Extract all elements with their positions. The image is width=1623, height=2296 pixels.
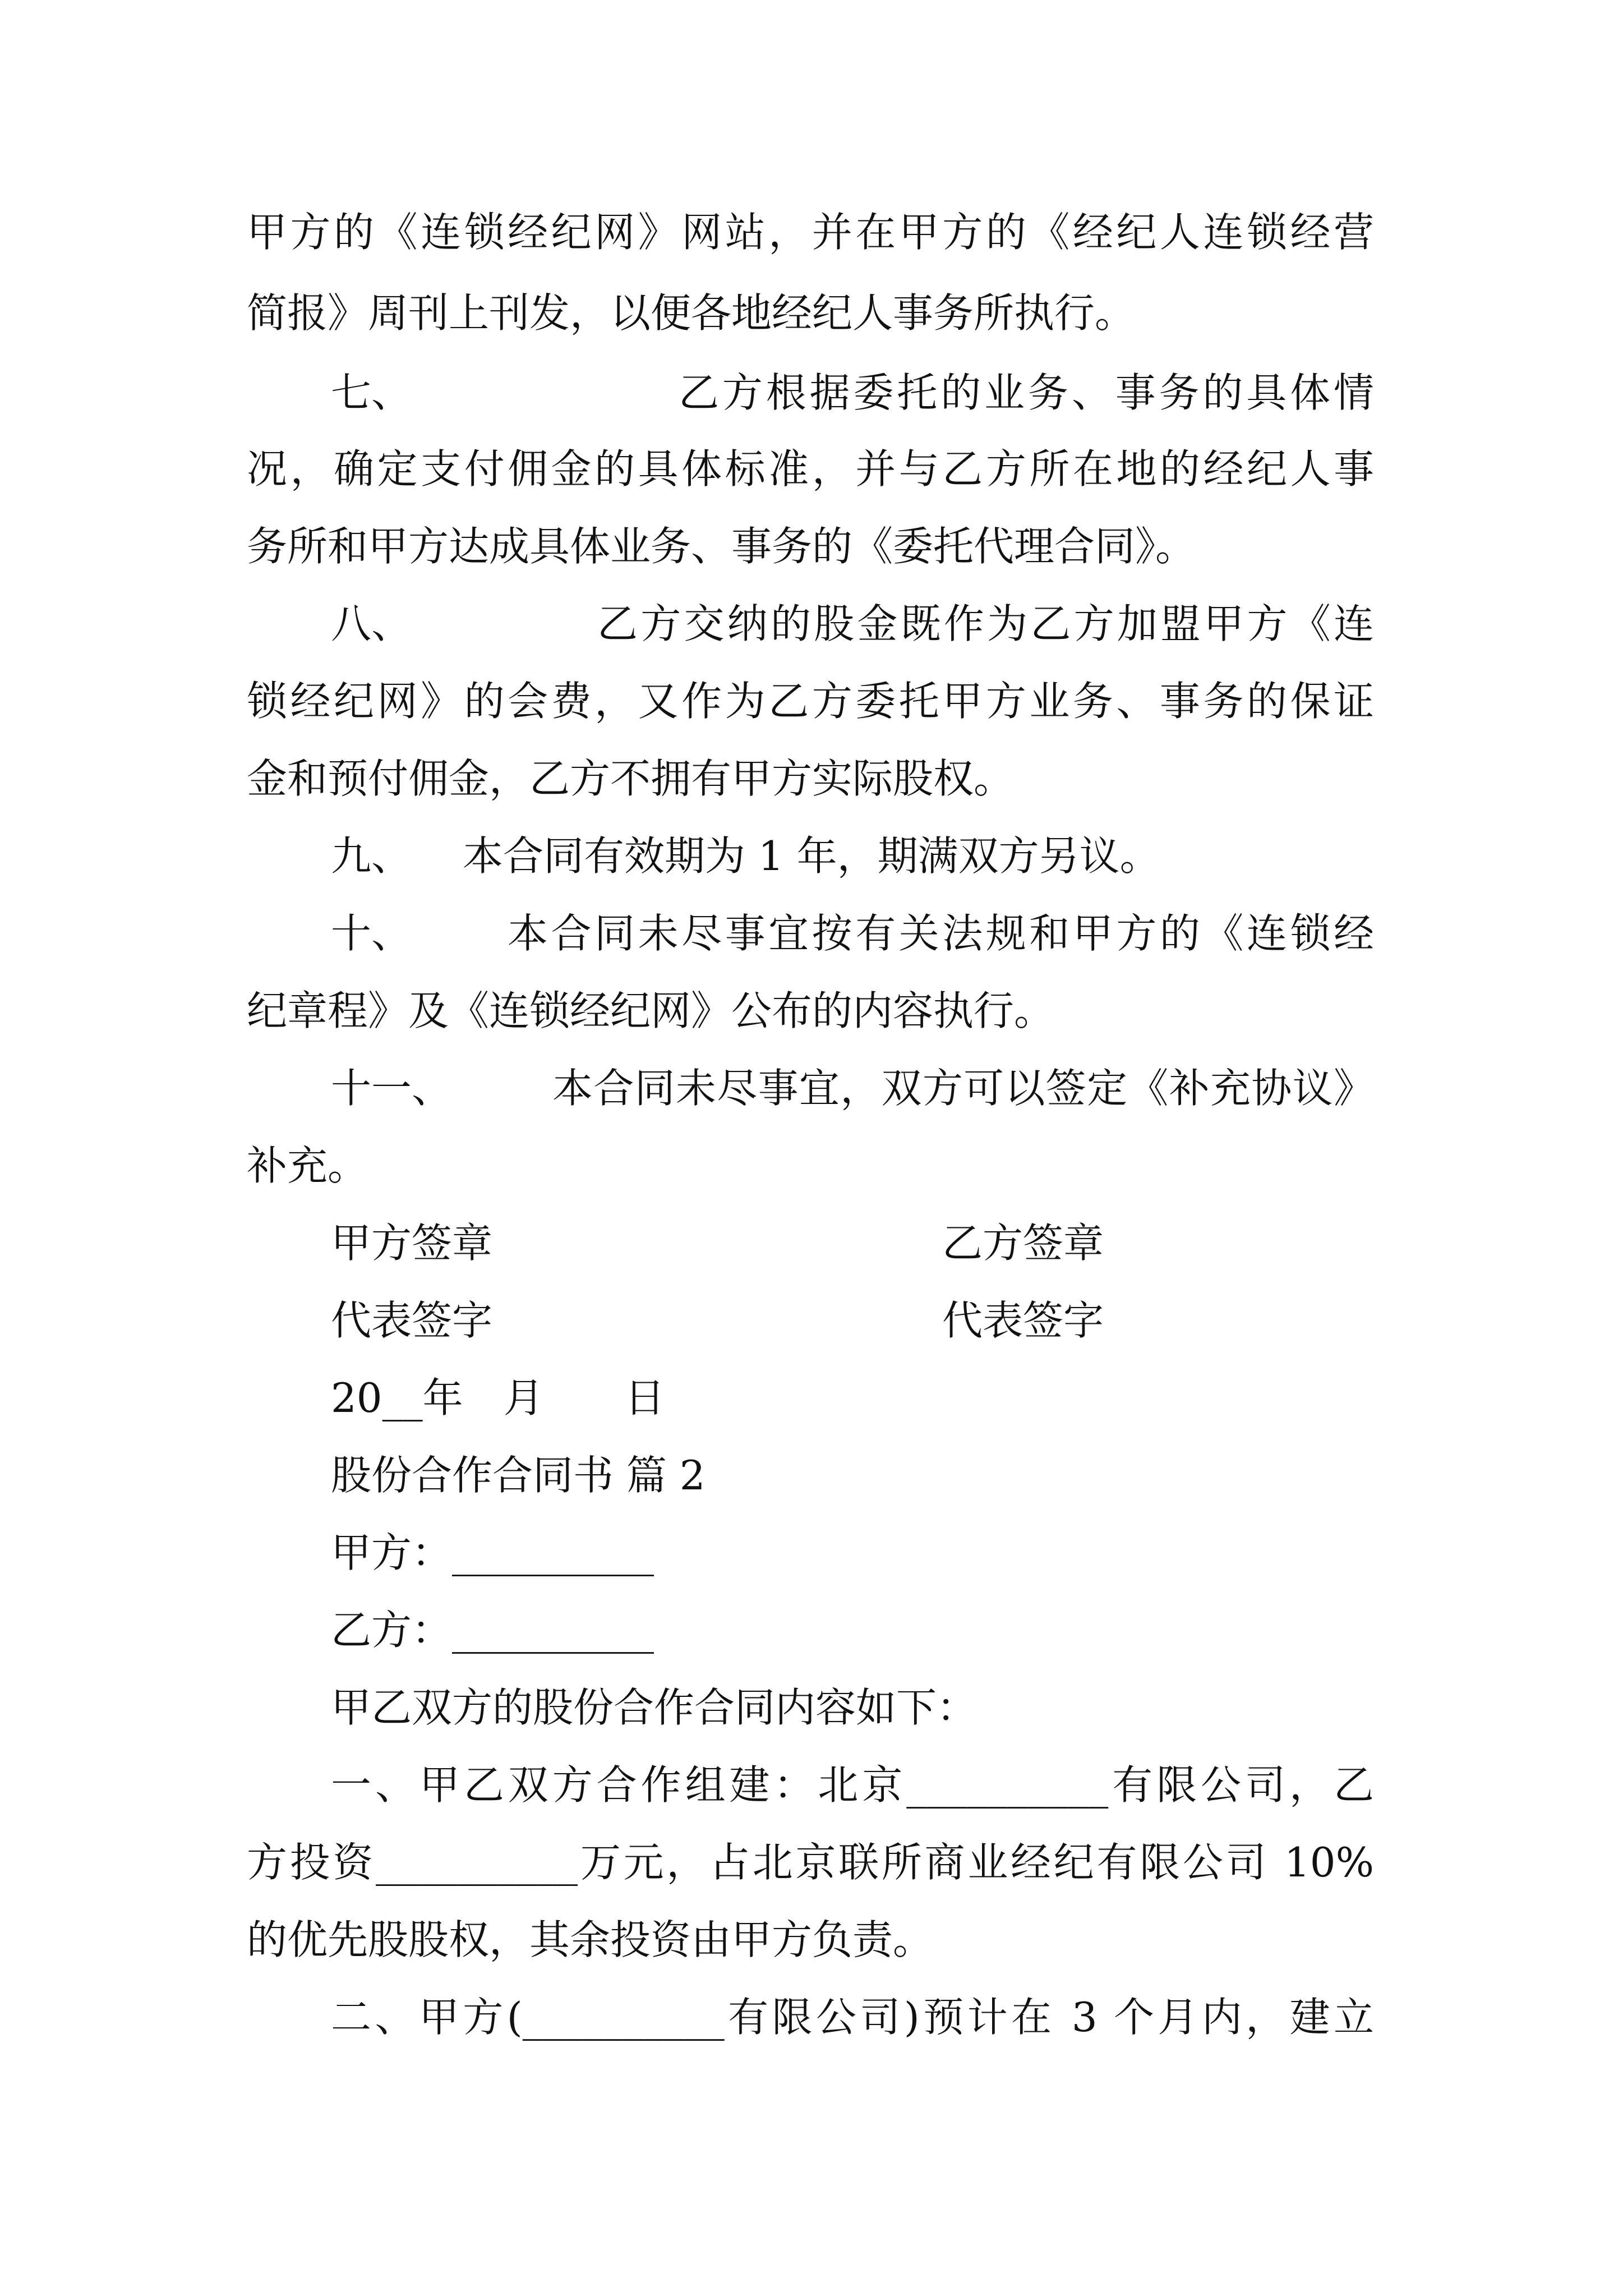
paragraph-line: 甲方的《连锁经纪网》网站，并在甲方的《经纪人连锁经营 <box>247 209 1374 256</box>
paragraph-line: 况，确定支付佣金的具体标准，并与乙方所在地的经纪人事 <box>247 445 1374 493</box>
party-b-field: 乙方：__________ <box>331 1607 654 1654</box>
party-b-seal-label: 乙方签章 <box>942 1220 1104 1267</box>
paragraph-line: 的优先股股权，其余投资由甲方负责。 <box>247 1916 934 1963</box>
clause-nine-label: 九、 <box>331 832 412 880</box>
paragraph-line: 补充。 <box>247 1142 368 1189</box>
paragraph-line: 一、甲乙双方合作组建：北京__________有限公司，乙 <box>331 1761 1374 1809</box>
clause-eight-text: 乙方交纳的股金既作为乙方加盟甲方《连 <box>597 600 1374 647</box>
paragraph-line: 甲乙双方的股份合作合同内容如下： <box>331 1684 978 1731</box>
paragraph-line: 简报》周刊上刊发，以便各地经纪人事务所执行。 <box>247 289 1136 337</box>
clause-eleven-text: 本合同未尽事宜，双方可以签定《补充协议》 <box>552 1065 1374 1112</box>
paragraph-line: 锁经纪网》的会费，又作为乙方委托甲方业务、事务的保证 <box>247 678 1374 725</box>
section-heading: 股份合作合同书 篇 2 <box>331 1452 706 1499</box>
party-b-sign-label: 代表签字 <box>942 1297 1104 1344</box>
party-a-field: 甲方：__________ <box>331 1529 654 1576</box>
date-line: 20__年 月 日 <box>331 1374 665 1421</box>
clause-seven-text: 乙方根据委托的业务、事务的具体情 <box>679 369 1374 416</box>
paragraph-line: 纪章程》及《连锁经纪网》公布的内容执行。 <box>247 987 1055 1034</box>
clause-seven-label: 七、 <box>331 369 412 416</box>
clause-ten-text: 本合同未尽事宜按有关法规和甲方的《连锁经 <box>508 910 1374 957</box>
clause-ten-label: 十、 <box>331 910 412 957</box>
party-a-sign-label: 代表签字 <box>331 1297 493 1344</box>
paragraph-line: 务所和甲方达成具体业务、事务的《委托代理合同》。 <box>247 523 1196 570</box>
clause-eight-label: 八、 <box>331 600 412 647</box>
clause-eleven-label: 十一、 <box>331 1065 453 1112</box>
paragraph-line: 方投资__________万元，占北京联所商业经纪有限公司 10% <box>247 1839 1374 1886</box>
paragraph-line: 金和预付佣金，乙方不拥有甲方实际股权。 <box>247 755 1015 802</box>
party-a-seal-label: 甲方签章 <box>331 1220 493 1267</box>
clause-nine-text: 本合同有效期为 1 年，期满双方另议。 <box>463 832 1160 880</box>
paragraph-line: 二、甲方(__________有限公司)预计在 3 个月内，建立 <box>331 1994 1374 2041</box>
